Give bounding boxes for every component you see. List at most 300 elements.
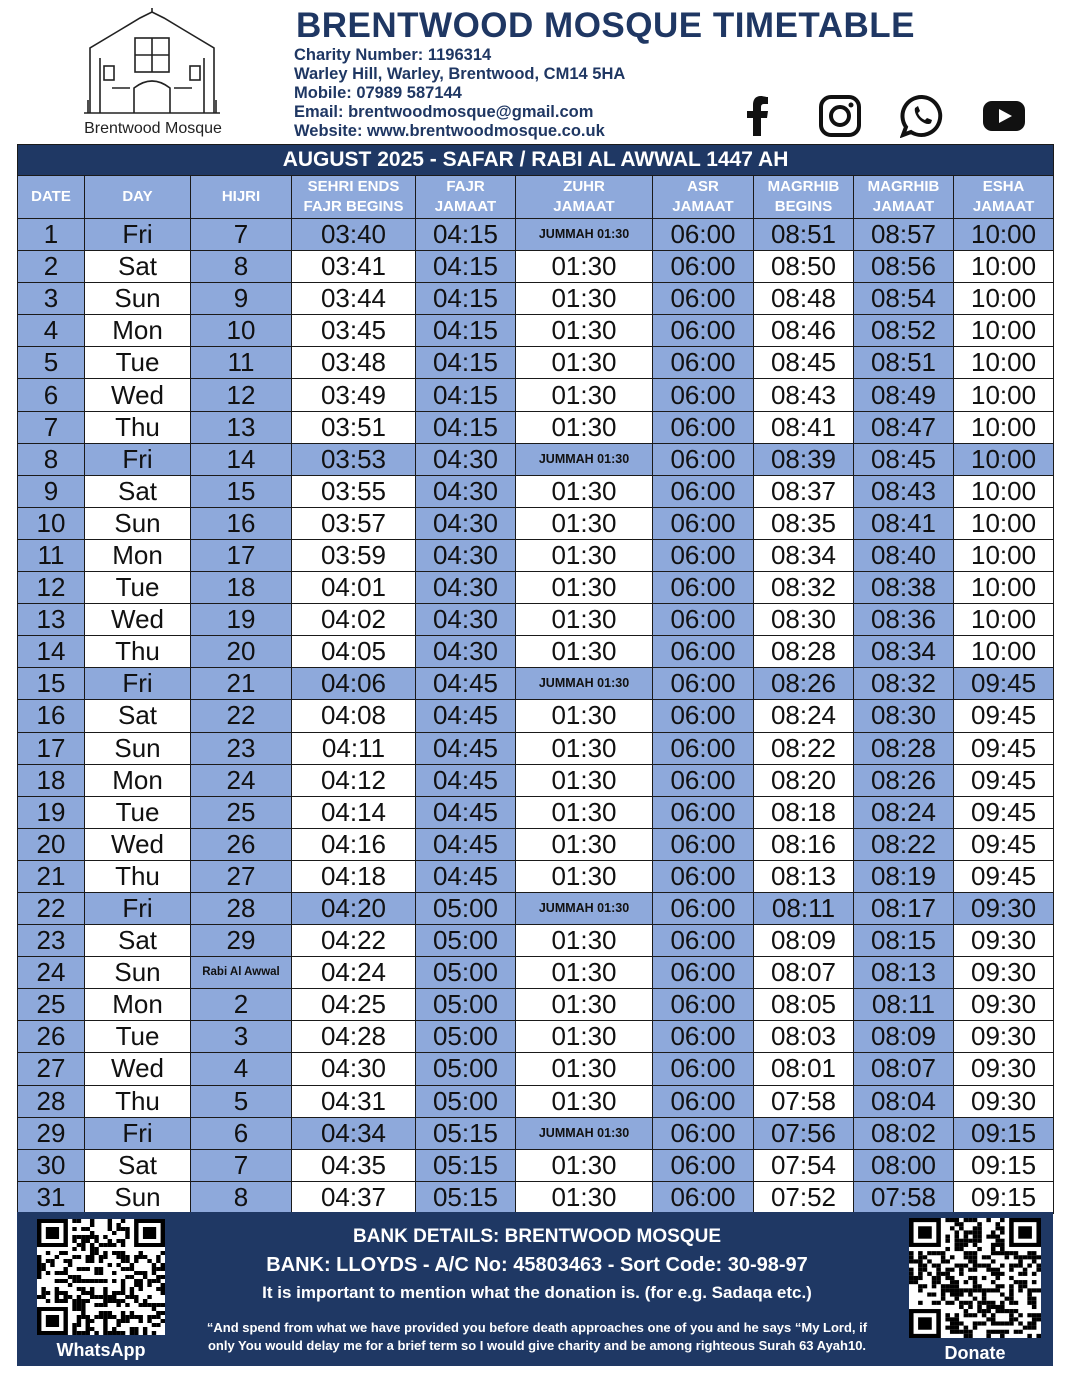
- table-cell: 08:51: [854, 347, 954, 379]
- table-cell: 6: [191, 1117, 292, 1149]
- table-cell: 04:15: [416, 219, 516, 251]
- table-cell: 10:00: [954, 219, 1054, 251]
- table-cell: 08:18: [754, 796, 854, 828]
- table-cell: 04:30: [416, 636, 516, 668]
- table-cell: 22: [191, 700, 292, 732]
- table-cell: 27: [18, 1053, 85, 1085]
- whatsapp-icon[interactable]: [900, 94, 944, 138]
- column-header-line1: HIJRI: [221, 188, 261, 205]
- table-cell: 10: [18, 507, 85, 539]
- table-cell: 06:00: [653, 572, 754, 604]
- table-cell: 06:00: [653, 764, 754, 796]
- table-cell: 08:56: [854, 251, 954, 283]
- table-cell: 04:28: [292, 1021, 416, 1053]
- table-cell: Wed: [85, 828, 191, 860]
- table-cell: 08:02: [854, 1117, 954, 1149]
- table-cell: 16: [18, 700, 85, 732]
- table-cell: 06:00: [653, 604, 754, 636]
- logo-caption: Brentwood Mosque: [84, 120, 222, 137]
- table-cell: 10:00: [954, 443, 1054, 475]
- table-cell: Thu: [85, 411, 191, 443]
- quote-line-2: only You would delay me for a brief term so I would give charity and be among righteous Surah 63 Ayah10.: [207, 1338, 867, 1353]
- table-cell: 06:00: [653, 315, 754, 347]
- table-cell: Mon: [85, 989, 191, 1021]
- table-cell: 04:22: [292, 925, 416, 957]
- table-cell: 06:00: [653, 957, 754, 989]
- table-cell: 03:41: [292, 251, 416, 283]
- table-cell: 08:34: [754, 539, 854, 571]
- table-cell: 8: [191, 1181, 292, 1213]
- address: Warley Hill, Warley, Brentwood, CM14 5HA: [294, 65, 626, 83]
- table-row: [18, 989, 1054, 1021]
- table-cell: JUMMAH 01:30: [516, 668, 653, 700]
- table-cell: 05:00: [416, 1021, 516, 1053]
- table-cell: 14: [191, 443, 292, 475]
- table-cell: 06:00: [653, 347, 754, 379]
- table-cell: 25: [191, 796, 292, 828]
- table-cell: 04:15: [416, 379, 516, 411]
- donate-qr-label: Donate: [944, 1343, 1006, 1363]
- table-cell: Thu: [85, 860, 191, 892]
- table-cell: 10:00: [954, 572, 1054, 604]
- table-cell: 08:16: [754, 828, 854, 860]
- column-header-line1: FAJR: [446, 178, 485, 195]
- table-cell: 08:36: [854, 604, 954, 636]
- table-cell: Sun: [85, 957, 191, 989]
- column-header: [754, 176, 854, 219]
- table-cell: 04:45: [416, 700, 516, 732]
- table-cell: 08:11: [754, 892, 854, 924]
- table-row: [18, 443, 1054, 475]
- table-cell: Fri: [85, 892, 191, 924]
- table-cell: 01:30: [516, 636, 653, 668]
- table-cell: 08:24: [854, 796, 954, 828]
- table-cell: 08:26: [854, 764, 954, 796]
- table-cell: 15: [18, 668, 85, 700]
- table-cell: 04:45: [416, 796, 516, 828]
- table-cell: 09:45: [954, 860, 1054, 892]
- column-header: [292, 176, 416, 219]
- column-header-line2: FAJR BEGINS: [303, 198, 404, 215]
- table-cell: 08:48: [754, 283, 854, 315]
- table-cell: 04:45: [416, 828, 516, 860]
- column-header-line1: MAGRHIB: [767, 178, 840, 195]
- table-cell: 07:52: [754, 1181, 854, 1213]
- table-cell: 09:30: [954, 1021, 1054, 1053]
- column-header-line2: JAMAAT: [972, 198, 1035, 215]
- column-header-line1: DATE: [31, 188, 71, 205]
- column-header-line1: DAY: [122, 188, 153, 205]
- table-cell: 03:59: [292, 539, 416, 571]
- table-cell: 01:30: [516, 1181, 653, 1213]
- table-row: [18, 604, 1054, 636]
- column-header-line2: BEGINS: [774, 198, 833, 215]
- table-cell: 08:00: [854, 1149, 954, 1181]
- table-cell: 18: [18, 764, 85, 796]
- table-row: [18, 572, 1054, 604]
- table-cell: 04:15: [416, 411, 516, 443]
- table-cell: 08:11: [854, 989, 954, 1021]
- table-cell: 5: [191, 1085, 292, 1117]
- table-cell: 2: [18, 251, 85, 283]
- table-cell: 08:01: [754, 1053, 854, 1085]
- table-cell: 01:30: [516, 1149, 653, 1181]
- table-row: [18, 283, 1054, 315]
- table-cell: 01:30: [516, 507, 653, 539]
- table-row: [18, 1181, 1054, 1213]
- table-cell: 23: [191, 732, 292, 764]
- table-row: [18, 828, 1054, 860]
- table-cell: 04:30: [416, 572, 516, 604]
- table-row: [18, 219, 1054, 251]
- whatsapp-qr-icon[interactable]: [37, 1219, 165, 1335]
- table-cell: 24: [191, 764, 292, 796]
- table-cell: 08:26: [754, 668, 854, 700]
- table-cell: Rabi Al Awwal: [191, 957, 292, 989]
- table-cell: 01:30: [516, 251, 653, 283]
- table-cell: 08:52: [854, 315, 954, 347]
- month-banner: AUGUST 2025 - SAFAR / RABI AL AWWAL 1447 AH: [18, 145, 1054, 176]
- table-cell: Sat: [85, 925, 191, 957]
- table-cell: JUMMAH 01:30: [516, 1117, 653, 1149]
- table-cell: 09:45: [954, 796, 1054, 828]
- table-cell: 08:46: [754, 315, 854, 347]
- table-cell: 03:45: [292, 315, 416, 347]
- table-cell: 14: [18, 636, 85, 668]
- website-link[interactable]: Website: www.brentwoodmosque.co.uk: [294, 122, 605, 140]
- youtube-icon[interactable]: [982, 100, 1026, 132]
- table-cell: 09:30: [954, 925, 1054, 957]
- table-cell: 04:45: [416, 732, 516, 764]
- table-row: [18, 1149, 1054, 1181]
- column-header: [516, 176, 653, 219]
- column-header-line1: ASR: [687, 178, 719, 195]
- table-cell: 10:00: [954, 283, 1054, 315]
- table-cell: 16: [191, 507, 292, 539]
- table-cell: 09:15: [954, 1181, 1054, 1213]
- table-cell: 04:24: [292, 957, 416, 989]
- table-cell: 01:30: [516, 1085, 653, 1117]
- table-cell: 20: [191, 636, 292, 668]
- table-cell: 08:43: [754, 379, 854, 411]
- table-cell: 08:45: [854, 443, 954, 475]
- table-cell: 2: [191, 989, 292, 1021]
- whatsapp-qr-label: WhatsApp: [56, 1340, 146, 1360]
- table-cell: 7: [191, 219, 292, 251]
- table-cell: 01:30: [516, 989, 653, 1021]
- table-cell: 3: [18, 283, 85, 315]
- table-cell: 09:45: [954, 764, 1054, 796]
- column-header: [954, 176, 1054, 219]
- table-row: [18, 1117, 1054, 1149]
- table-cell: 10:00: [954, 347, 1054, 379]
- table-cell: 09:30: [954, 957, 1054, 989]
- table-cell: 08:41: [754, 411, 854, 443]
- table-cell: 05:15: [416, 1117, 516, 1149]
- table-cell: 1: [18, 219, 85, 251]
- table-cell: 01:30: [516, 604, 653, 636]
- table-cell: 04:16: [292, 828, 416, 860]
- column-header-line1: ESHA: [982, 178, 1025, 195]
- table-cell: Tue: [85, 347, 191, 379]
- table-cell: 3: [191, 1021, 292, 1053]
- table-cell: 06:00: [653, 925, 754, 957]
- mobile: Mobile: 07989 587144: [294, 84, 462, 102]
- table-cell: 04:45: [416, 860, 516, 892]
- table-row: [18, 411, 1054, 443]
- table-cell: 08:54: [854, 283, 954, 315]
- table-cell: Fri: [85, 219, 191, 251]
- table-cell: 13: [18, 604, 85, 636]
- table-cell: 06:00: [653, 828, 754, 860]
- table-cell: Sun: [85, 732, 191, 764]
- table-row: [18, 507, 1054, 539]
- table-row: [18, 925, 1054, 957]
- table-cell: 26: [191, 828, 292, 860]
- table-cell: 08:43: [854, 475, 954, 507]
- table-cell: 08:07: [854, 1053, 954, 1085]
- table-cell: 03:40: [292, 219, 416, 251]
- table-cell: Mon: [85, 539, 191, 571]
- table-cell: 06:00: [653, 860, 754, 892]
- table-cell: 12: [191, 379, 292, 411]
- table-cell: 04:05: [292, 636, 416, 668]
- table-cell: 01:30: [516, 764, 653, 796]
- table-cell: 08:15: [854, 925, 954, 957]
- table-cell: 19: [191, 604, 292, 636]
- table-cell: 03:53: [292, 443, 416, 475]
- quote-line-1: “And spend from what we have provided you before death approaches one of you and he says “My Lord, if: [206, 1320, 868, 1335]
- donation-note: It is important to mention what the donation is. (for e.g. Sadaqa etc.): [262, 1283, 812, 1302]
- table-cell: Sun: [85, 283, 191, 315]
- table-cell: 08:38: [854, 572, 954, 604]
- table-cell: 17: [191, 539, 292, 571]
- table-cell: 08:40: [854, 539, 954, 571]
- table-cell: 28: [191, 892, 292, 924]
- table-cell: 01:30: [516, 925, 653, 957]
- table-cell: 4: [18, 315, 85, 347]
- column-header-line2: JAMAAT: [672, 198, 734, 215]
- email-link[interactable]: Email: brentwoodmosque@gmail.com: [294, 103, 594, 121]
- table-cell: 8: [191, 251, 292, 283]
- table-cell: Thu: [85, 636, 191, 668]
- table-cell: 06:00: [653, 668, 754, 700]
- table-cell: 30: [18, 1149, 85, 1181]
- table-cell: 04:25: [292, 989, 416, 1021]
- table-cell: 26: [18, 1021, 85, 1053]
- table-row: [18, 796, 1054, 828]
- table-cell: 06:00: [653, 892, 754, 924]
- table-cell: 04:15: [416, 315, 516, 347]
- table-row: [18, 764, 1054, 796]
- table-row: [18, 1053, 1054, 1085]
- table-cell: 04:35: [292, 1149, 416, 1181]
- table-cell: 03:57: [292, 507, 416, 539]
- table-cell: 09:45: [954, 828, 1054, 860]
- table-cell: 08:22: [854, 828, 954, 860]
- table-row: [18, 668, 1054, 700]
- table-cell: 06:00: [653, 732, 754, 764]
- table-cell: 08:47: [854, 411, 954, 443]
- table-cell: 18: [191, 572, 292, 604]
- table-cell: 08:20: [754, 764, 854, 796]
- table-cell: 06:00: [653, 1117, 754, 1149]
- table-cell: 19: [18, 796, 85, 828]
- table-cell: 04:18: [292, 860, 416, 892]
- table-cell: 06:00: [653, 1085, 754, 1117]
- table-cell: 11: [191, 347, 292, 379]
- table-cell: 21: [18, 860, 85, 892]
- table-cell: 05:15: [416, 1181, 516, 1213]
- table-cell: 08:19: [854, 860, 954, 892]
- facebook-icon[interactable]: [736, 94, 780, 138]
- table-cell: 05:00: [416, 1085, 516, 1117]
- table-cell: Thu: [85, 1085, 191, 1117]
- table-cell: 20: [18, 828, 85, 860]
- column-header-line1: ZUHR: [563, 178, 605, 195]
- table-cell: 08:07: [754, 957, 854, 989]
- table-cell: 04:06: [292, 668, 416, 700]
- table-cell: 08:32: [854, 668, 954, 700]
- table-cell: 04:30: [292, 1053, 416, 1085]
- table-cell: 01:30: [516, 539, 653, 571]
- table-row: [18, 347, 1054, 379]
- table-cell: 06:00: [653, 700, 754, 732]
- table-cell: 09:45: [954, 668, 1054, 700]
- table-cell: 09:15: [954, 1149, 1054, 1181]
- table-cell: 06:00: [653, 379, 754, 411]
- table-cell: 04:30: [416, 539, 516, 571]
- table-cell: 06:00: [653, 411, 754, 443]
- table-cell: 06:00: [653, 989, 754, 1021]
- table-cell: 08:03: [754, 1021, 854, 1053]
- table-cell: 08:57: [854, 219, 954, 251]
- table-cell: 04:12: [292, 764, 416, 796]
- table-cell: 06:00: [653, 507, 754, 539]
- table-cell: 13: [191, 411, 292, 443]
- table-cell: 01:30: [516, 796, 653, 828]
- bank-title: BANK DETAILS: BRENTWOOD MOSQUE: [352, 1226, 722, 1247]
- table-row: [18, 860, 1054, 892]
- table-cell: Sat: [85, 251, 191, 283]
- timetable: [17, 144, 1053, 1214]
- table-cell: 01:30: [516, 475, 653, 507]
- column-header-line1: MAGRHIB: [867, 178, 940, 195]
- table-cell: 22: [18, 892, 85, 924]
- table-cell: 05:00: [416, 957, 516, 989]
- table-cell: 04:15: [416, 347, 516, 379]
- table-cell: 06:00: [653, 1053, 754, 1085]
- table-cell: 06:00: [653, 283, 754, 315]
- table-cell: 06:00: [653, 251, 754, 283]
- table-cell: 08:35: [754, 507, 854, 539]
- table-cell: 03:55: [292, 475, 416, 507]
- table-cell: 01:30: [516, 732, 653, 764]
- table-cell: 15: [191, 475, 292, 507]
- table-cell: Tue: [85, 796, 191, 828]
- column-header-line2: JAMAAT: [553, 198, 615, 215]
- table-cell: 05:00: [416, 925, 516, 957]
- table-cell: 04:30: [416, 443, 516, 475]
- table-cell: 08:49: [854, 379, 954, 411]
- column-header: [854, 176, 954, 219]
- table-cell: JUMMAH 01:30: [516, 219, 653, 251]
- table-cell: 10:00: [954, 539, 1054, 571]
- table-row: [18, 539, 1054, 571]
- table-cell: 9: [18, 475, 85, 507]
- table-cell: 08:32: [754, 572, 854, 604]
- table-cell: 04:30: [416, 604, 516, 636]
- table-cell: 03:48: [292, 347, 416, 379]
- table-cell: 01:30: [516, 283, 653, 315]
- table-cell: 04:08: [292, 700, 416, 732]
- table-cell: 04:37: [292, 1181, 416, 1213]
- table-cell: 09:30: [954, 1085, 1054, 1117]
- table-cell: 09:45: [954, 700, 1054, 732]
- table-cell: 09:30: [954, 989, 1054, 1021]
- table-cell: 17: [18, 732, 85, 764]
- table-cell: 07:54: [754, 1149, 854, 1181]
- instagram-icon[interactable]: [818, 94, 862, 138]
- table-cell: 04:11: [292, 732, 416, 764]
- table-cell: Fri: [85, 1117, 191, 1149]
- bank-account: BANK: LLOYDS - A/C No: 45803463 - Sort Code: 30-98-97: [266, 1254, 808, 1276]
- table-cell: Sat: [85, 475, 191, 507]
- table-cell: JUMMAH 01:30: [516, 443, 653, 475]
- table-cell: 04:02: [292, 604, 416, 636]
- table-cell: 08:13: [754, 860, 854, 892]
- table-cell: 08:34: [854, 636, 954, 668]
- table-cell: 5: [18, 347, 85, 379]
- table-cell: 10:00: [954, 604, 1054, 636]
- table-cell: 24: [18, 957, 85, 989]
- table-cell: 08:05: [754, 989, 854, 1021]
- table-row: [18, 636, 1054, 668]
- table-cell: 08:50: [754, 251, 854, 283]
- table-cell: 08:30: [754, 604, 854, 636]
- donate-qr-icon[interactable]: [909, 1218, 1041, 1338]
- table-cell: 04:45: [416, 668, 516, 700]
- table-cell: 08:37: [754, 475, 854, 507]
- table-cell: 08:22: [754, 732, 854, 764]
- table-cell: 31: [18, 1181, 85, 1213]
- table-cell: 04:20: [292, 892, 416, 924]
- table-cell: 8: [18, 443, 85, 475]
- table-cell: 03:44: [292, 283, 416, 315]
- table-cell: 05:00: [416, 892, 516, 924]
- table-cell: 10: [191, 315, 292, 347]
- table-cell: 6: [18, 379, 85, 411]
- table-cell: 01:30: [516, 1021, 653, 1053]
- table-cell: Mon: [85, 315, 191, 347]
- table-cell: 06:00: [653, 1181, 754, 1213]
- table-cell: 06:00: [653, 475, 754, 507]
- table-row: [18, 732, 1054, 764]
- table-cell: 29: [191, 925, 292, 957]
- column-header: [416, 176, 516, 219]
- table-cell: 01:30: [516, 1053, 653, 1085]
- table-cell: 08:09: [754, 925, 854, 957]
- column-header-line2: JAMAAT: [872, 198, 935, 215]
- table-cell: 01:30: [516, 828, 653, 860]
- table-row: [18, 251, 1054, 283]
- table-cell: 09:15: [954, 1117, 1054, 1149]
- table-cell: 01:30: [516, 347, 653, 379]
- table-cell: 23: [18, 925, 85, 957]
- column-header-line1: SEHRI ENDS: [307, 178, 400, 195]
- table-cell: 08:30: [854, 700, 954, 732]
- table-row: [18, 957, 1054, 989]
